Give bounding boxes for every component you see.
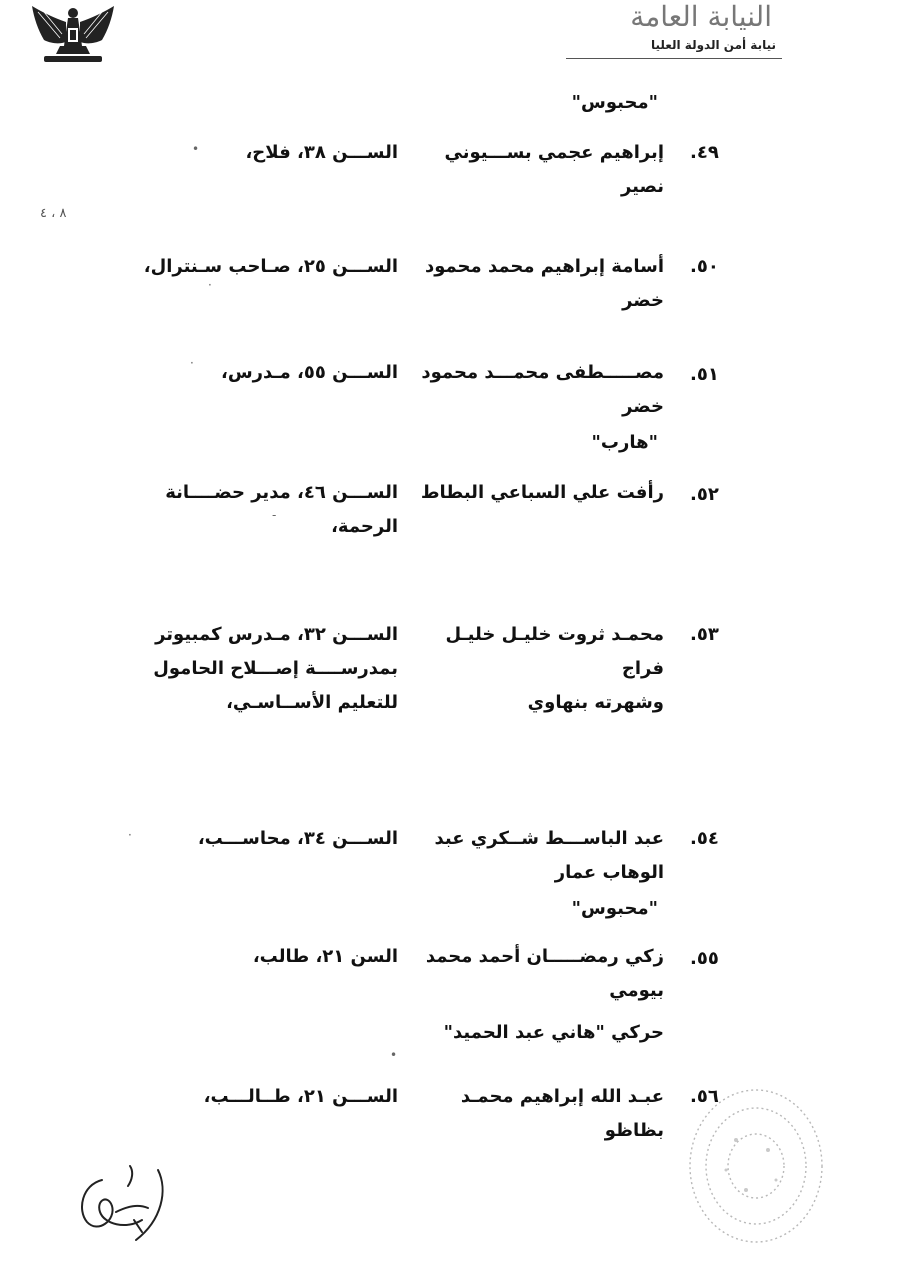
entry-number: .٥٥ — [690, 948, 719, 969]
scan-speck: • — [192, 142, 200, 156]
entry-number: .٥٠ — [690, 256, 719, 277]
republic-eagle-emblem-icon — [30, 4, 116, 66]
entry-name: رأفت علي السباعي البطاط — [420, 482, 664, 503]
entry-details: الســـن ٤٦، مدير حضــــانة الرحمة، — [165, 482, 398, 537]
entry-details: الســـن ٥٥، مـدرس، — [221, 362, 398, 383]
entry-details: الســـن ٣٢، مـدرس كمبيوتر بمدرســــة إصـــلاح الحامول للتعليم الأســاسـي، — [153, 624, 398, 713]
scan-speck: · — [128, 828, 132, 842]
entry-number: .٥١ — [690, 364, 719, 385]
entry-name: أسامة إبراهيم محمد محمود خضر — [424, 256, 664, 311]
status-label-fugitive: "هارب" — [591, 432, 658, 453]
entry-details: الســـن ٣٨، فلاح، — [245, 142, 398, 163]
official-seal-stamp-icon — [676, 1080, 826, 1250]
entry-number: .٥٤ — [690, 828, 719, 849]
entry-details: السن ٢١، طالب، — [252, 946, 398, 967]
entry-details: الســـن ٢٥، صـاحب سـنترال، — [143, 256, 398, 277]
entry-number: .٥٦ — [690, 1086, 719, 1107]
header-divider — [566, 58, 782, 59]
status-label-detained: "محبوس" — [571, 898, 658, 919]
department-subtitle: نيابة أمن الدولة العليا — [650, 38, 776, 52]
entry-name: عبـد الله إبراهيم محمـد بظاظو — [460, 1086, 664, 1141]
margin-mark: ٨ ، ٤ — [40, 206, 67, 221]
handwritten-signature-icon — [72, 1160, 192, 1250]
entry-number: .٤٩ — [690, 142, 719, 163]
scan-speck: · — [208, 278, 212, 292]
entry-name: إبراهيم عجمي بســـيوني نصير — [444, 142, 664, 197]
entry-name: محمـد ثروت خليـل خليـل فراج وشهرته بنهاوي — [445, 624, 664, 713]
entry-number: .٥٢ — [690, 484, 719, 505]
scan-speck: • — [390, 1048, 398, 1062]
status-label-detained: "محبوس" — [571, 92, 658, 113]
authority-title: النيابة العامة — [630, 0, 772, 33]
scan-speck: · — [190, 356, 194, 370]
entry-name: مصـــــطفى محمـــد محمود خضر — [421, 362, 664, 417]
entry-details: الســـن ٣٤، محاســـب، — [197, 828, 398, 849]
entry-number: .٥٣ — [690, 624, 719, 645]
entry-details: الســـن ٢١، طــالـــب، — [203, 1086, 398, 1107]
entry-name: زكي رمضـــــان أحمد محمد بيومي حركي "هاني عبد الحميد" — [425, 946, 664, 1043]
entry-name: عبد الباســـط شــكري عبد الوهاب عمار — [434, 828, 664, 883]
scan-speck: - — [272, 508, 277, 522]
